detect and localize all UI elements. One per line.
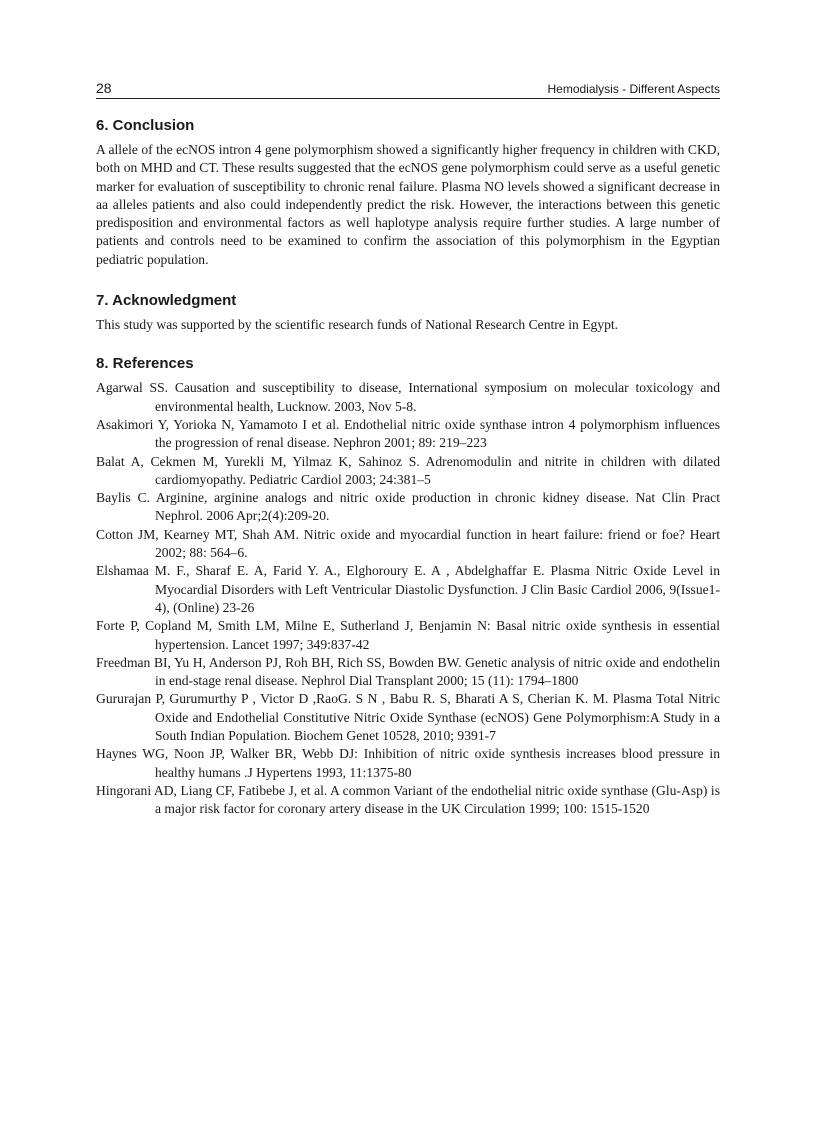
reference-item: Freedman BI, Yu H, Anderson PJ, Roh BH, Rich SS, Bowden BW. Genetic analysis of nitric oxide and endothelin in end-stage renal disease. Nephrol Dial Transplant 2000; 15 (11): 1794–1800 [96, 654, 720, 689]
reference-item: Hingorani AD, Liang CF, Fatibebe J, et al. A common Variant of the endothelial nitric oxide synthase (Glu-Asp) is a major risk factor for coronary artery disease in the UK Circulation 1999; 100: 1515-1520 [96, 782, 720, 817]
page [96, 78, 720, 819]
acknowledgment-heading: 7. Acknowledgment [96, 292, 237, 310]
references-heading: 8. References [96, 355, 194, 373]
reference-list [96, 379, 720, 818]
conclusion-paragraph: A allele of the ecNOS intron 4 gene polymorphism showed a significantly higher frequency in children with CKD, both on MHD and CT. These results suggested that the ecNOS gene polymorphism could serve as a useful genetic marker for evaluation of susceptibility to chronic renal failure. Plasma NO levels showed a significant decrease in aa alleles patients and also could independently predict the risk. However, the interactions between this genetic predisposition and environmental factors as well haplotype analysis require further studies. A large number of patients and controls need to be examined to confirm the association of this polymorphism in the Egyptian pediatric population. [96, 142, 720, 267]
reference-item: Haynes WG, Noon JP, Walker BR, Webb DJ: Inhibition of nitric oxide synthesis increases blood pressure in healthy humans .J Hypertens 1993, 11:1375-80 [96, 746, 720, 780]
reference-item: Cotton JM, Kearney MT, Shah AM. Nitric oxide and myocardial function in heart failure: friend or foe? Heart 2002; 88: 564–6. [96, 526, 720, 561]
page-number: 28 [96, 80, 112, 96]
reference-item: Agarwal SS. Causation and susceptibility to disease, International symposium on molecular toxicology and environmental health, Lucknow. 2003, Nov 5-8. [96, 380, 720, 414]
reference-item: Elshamaa M. F., Sharaf E. A, Farid Y. A., Elghoroury E. A , Abdelghaffar E. Plasma Nitric Oxide Level in Myocardial Disorders with Left Ventricular Diastolic Dysfunction. J Clin Basic Cardiol 2006, 9(Issue1-4), (Online) 23-26 [96, 563, 720, 615]
reference-item: Balat A, Cekmen M, Yurekli M, Yilmaz K, Sahinoz S. Adrenomodulin and nitrite in children with dilated cardiomyopathy. Pediatric Cardiol 2003; 24:381–5 [96, 453, 720, 487]
book-title: Hemodialysis - Different Aspects [547, 82, 720, 96]
reference-item: Baylis C. Arginine, arginine analogs and nitric oxide production in chronic kidney disease. Nat Clin Pract Nephrol. 2006 Apr;2(4):209-20. [96, 490, 720, 524]
acknowledgment-paragraph: This study was supported by the scientific research funds of National Research Centre in Egypt. [96, 317, 619, 333]
reference-item: Forte P, Copland M, Smith LM, Milne E, Sutherland J, Benjamin N: Basal nitric oxide synthesis in essential hypertension. Lancet 1997; 349:837-42 [96, 618, 720, 652]
conclusion-heading: 6. Conclusion [96, 117, 195, 134]
reference-item: Gururajan P, Gurumurthy P , Victor D ,RaoG. S N , Babu R. S, Bharati A S, Cherian K. M. Plasma Total Nitric Oxide and Endothelial Constitutive Nitric Oxide Synthase (ecNOS) Gene Polymorphism:A Study in a South Indian Population. Biochem Genet 10528, 2010; 9391-7 [96, 691, 720, 744]
reference-item: Asakimori Y, Yorioka N, Yamamoto I et al. Endothelial nitric oxide synthase intron 4 polymorphism influences the progression of renal disease. Nephron 2001; 89: 219–223 [96, 416, 720, 451]
running-header [96, 78, 720, 99]
